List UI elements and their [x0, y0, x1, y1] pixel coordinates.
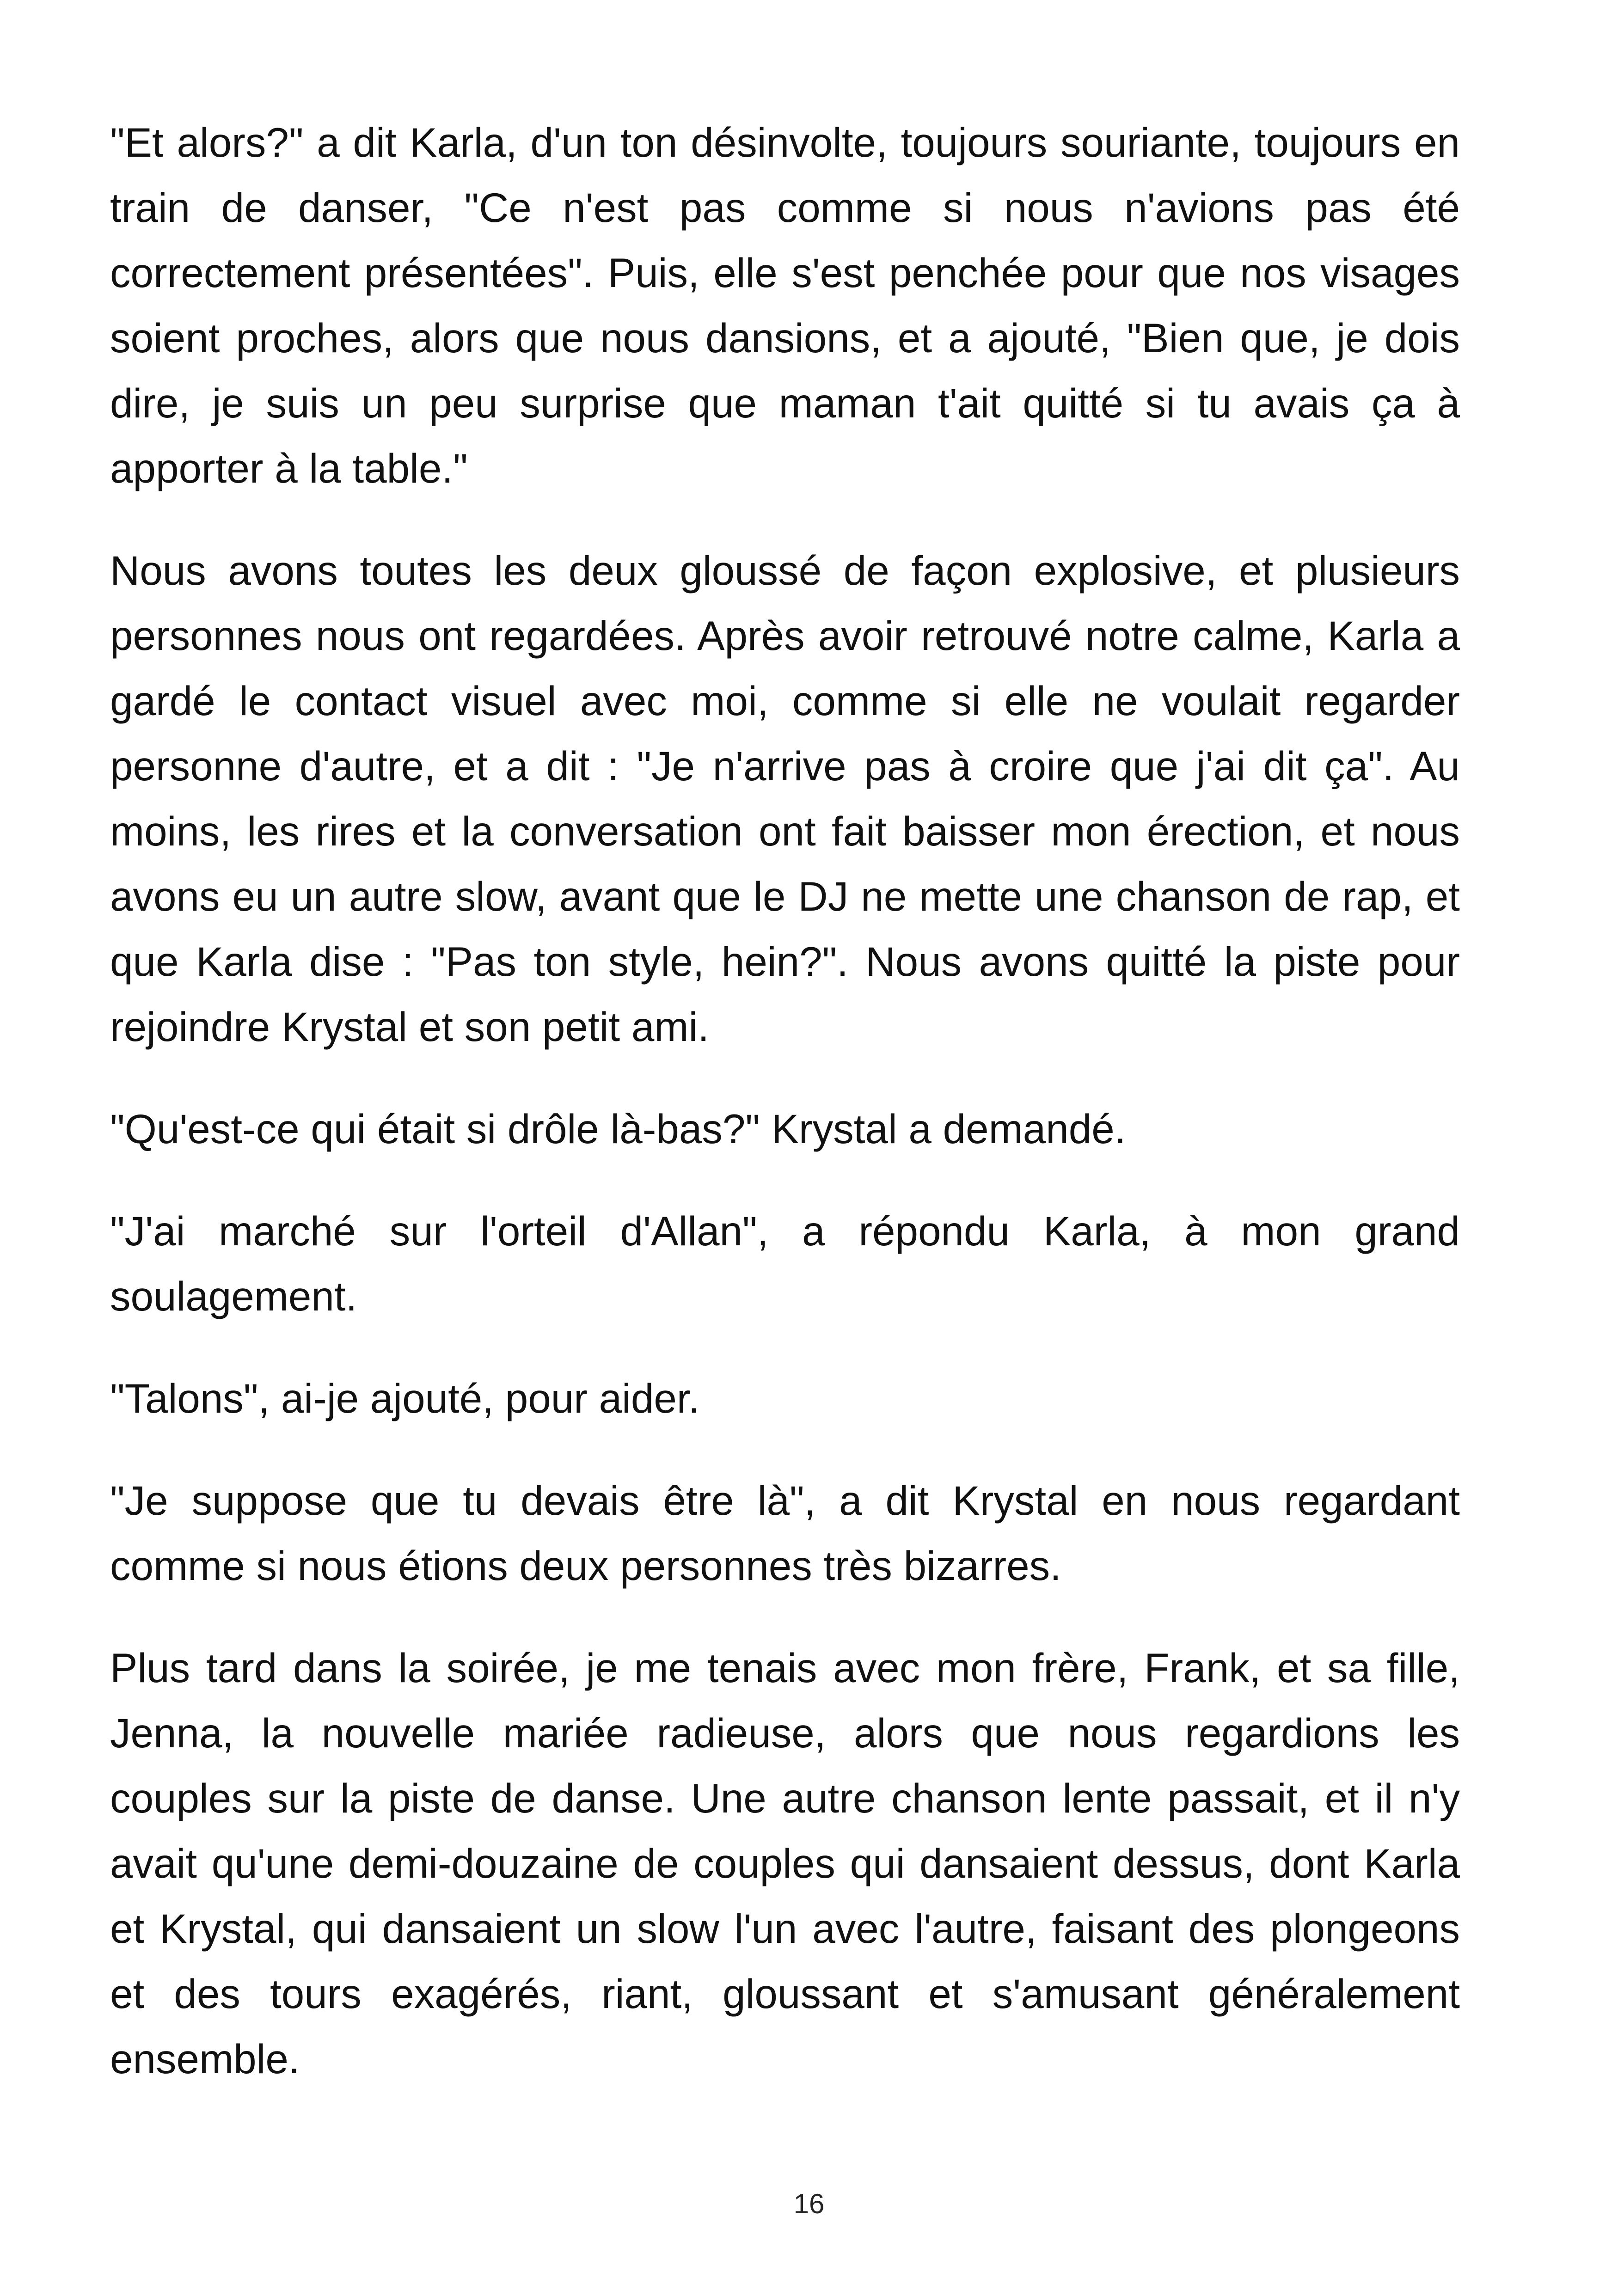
paragraph-2: Nous avons toutes les deux gloussé de façon explosive, et plusieurs personnes nous ont regardées. Après avoir retrouvé notre calme, Karla a gardé le contact visuel avec moi, comme si elle ne voulait regarder personne d'autre, et a dit : "Je n'arrive pas à croire que j'ai dit ça". Au moins, les rires et la conversation ont fait baisser mon érection, et nous avons eu un autre slow, avant que le DJ ne mette une chanson de rap, et que Karla dise : "Pas ton style, hein?". Nous avons quitté la piste pour rejoindre Krystal et son petit ami.	[110, 547, 1460, 1050]
paragraph-7: Plus tard dans la soirée, je me tenais avec mon frère, Frank, et sa fille, Jenna, la nouvelle mariée radieuse, alors que nous regardions les couples sur la piste de danse. Une autre chanson lente passait, et il n'y avait qu'une demi-douzaine de couples qui dansaient dessus, dont Karla et Krystal, qui dansaient un slow l'un avec l'autre, faisant des plongeons et des tours exagérés, riant, gloussant et s'amusant généralement ensemble.	[110, 1645, 1460, 2082]
paragraph-5: "Talons", ai-je ajouté, pour aider.	[110, 1375, 700, 1421]
page-number: 16	[793, 2188, 825, 2219]
paragraph-3: "Qu'est-ce qui était si drôle là-bas?" Krystal a demandé.	[110, 1106, 1126, 1152]
body-text	[110, 110, 1460, 2129]
paragraph-1: "Et alors?" a dit Karla, d'un ton désinvolte, toujours souriante, toujours en train de danser, "Ce n'est pas comme si nous n'avions pas été correctement présentées". Puis, elle s'est penchée pour que nos visages soient proches, alors que nous dansions, et a ajouté, "Bien que, je dois dire, je suis un peu surprise que maman t'ait quitté si tu avais ça à apporter à la table."	[110, 119, 1460, 491]
paragraph-6: "Je suppose que tu devais être là", a dit Krystal en nous regardant comme si nous étions deux personnes très bizarres.	[110, 1477, 1460, 1589]
paragraph-4: "J'ai marché sur l'orteil d'Allan", a répondu Karla, à mon grand soulagement.	[110, 1208, 1460, 1319]
